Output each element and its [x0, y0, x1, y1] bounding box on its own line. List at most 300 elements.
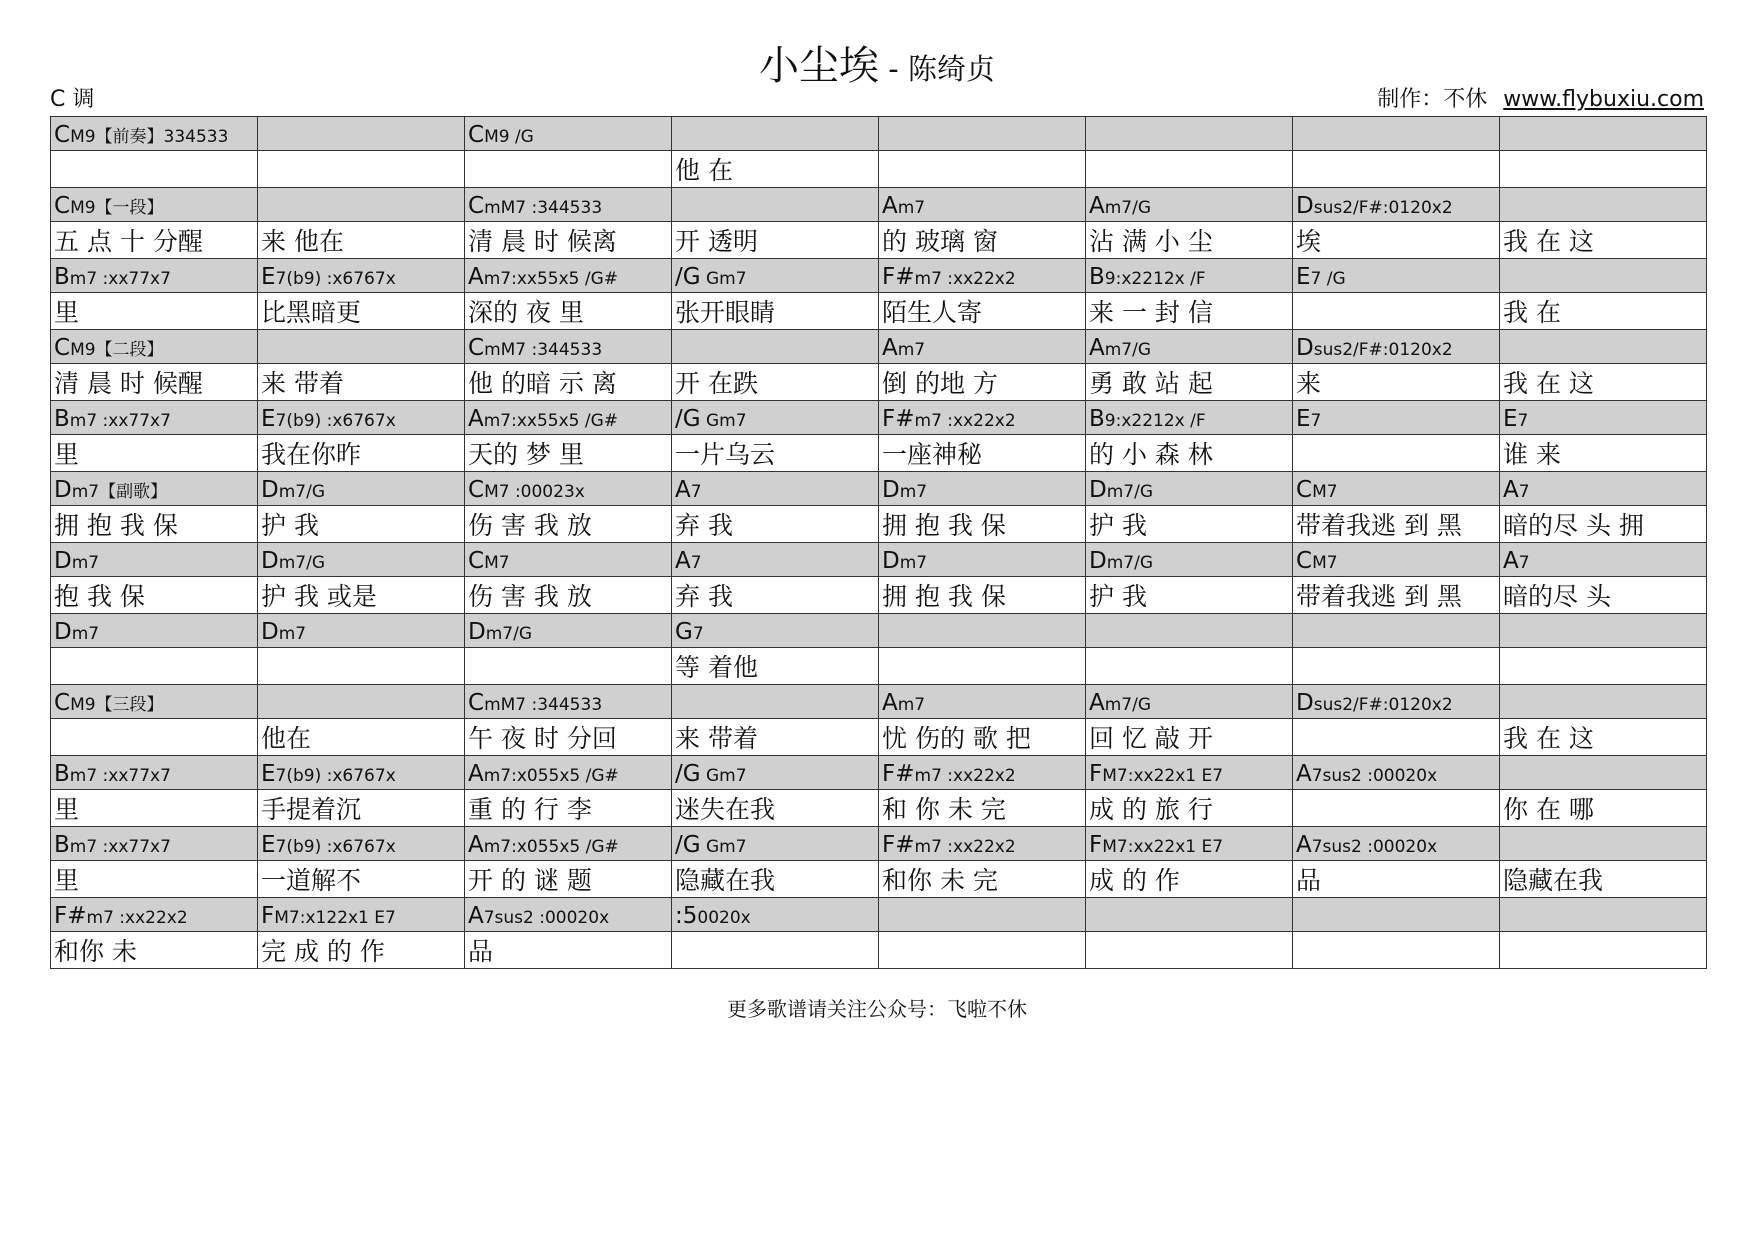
- lyric-cell: [879, 577, 1086, 614]
- lyric-cell: [1293, 435, 1500, 472]
- lyric-cell: [879, 364, 1086, 401]
- lyric-text: 等 着他: [675, 653, 758, 682]
- lyric-text: 手提着沉: [261, 795, 362, 824]
- chord-text: :50020x: [675, 903, 751, 929]
- lyric-cell: [258, 790, 465, 827]
- lyric-cell: [1086, 932, 1293, 969]
- chord-text: /G Gm7: [675, 761, 747, 787]
- lyric-cell: [1500, 932, 1707, 969]
- lyric-cell: [465, 648, 672, 685]
- chord-text: A7: [1503, 548, 1530, 574]
- lyric-text: 他 的暗 示 离: [468, 369, 617, 398]
- lyric-cell: [51, 151, 258, 188]
- chord-cell: [465, 330, 672, 364]
- chord-text: Dm7: [54, 548, 100, 574]
- chord-cell: [1086, 756, 1293, 790]
- lyric-cell: [1086, 435, 1293, 472]
- chord-text: CM9【三段】: [54, 690, 164, 716]
- lyric-text: 的 玻璃 窗: [882, 227, 998, 256]
- chord-cell: [672, 117, 879, 151]
- lyric-text: 张开眼睛: [675, 298, 776, 327]
- chord-cell: [1500, 685, 1707, 719]
- lyric-text: 埃: [1296, 227, 1322, 256]
- chord-row: [51, 614, 1707, 648]
- lyric-cell: [879, 293, 1086, 330]
- chord-text: Bm7 :xx77x7: [54, 406, 171, 432]
- lyric-cell: [258, 435, 465, 472]
- lyric-text: 他 在: [675, 156, 733, 185]
- artist-name: 陈绮贞: [907, 52, 995, 86]
- chord-text: CM9【前奏】334533: [54, 122, 229, 148]
- chord-row: [51, 543, 1707, 577]
- lyric-cell: [672, 151, 879, 188]
- chord-text: Am7/G: [1089, 193, 1152, 219]
- chord-text: CM9【一段】: [54, 193, 164, 219]
- lyric-cell: [1293, 932, 1500, 969]
- chord-cell: [879, 188, 1086, 222]
- lyric-row: [51, 719, 1707, 756]
- chord-text: Dm7: [882, 477, 928, 503]
- lyric-cell: [1293, 506, 1500, 543]
- lyric-cell: [1293, 790, 1500, 827]
- lyric-row: [51, 151, 1707, 188]
- chord-text: E7(b9) :x6767x: [261, 264, 396, 290]
- chord-cell: [1293, 259, 1500, 293]
- lyric-cell: [465, 364, 672, 401]
- chord-cell: [51, 756, 258, 790]
- chord-cell: [1500, 259, 1707, 293]
- website-link[interactable]: www.flybuxiu.com: [1503, 87, 1704, 112]
- lyric-cell: [51, 506, 258, 543]
- lyric-text: 天的 梦 里: [468, 440, 584, 469]
- chord-text: FM7:xx22x1 E7: [1089, 761, 1224, 787]
- chord-cell: [1086, 259, 1293, 293]
- lyric-text: 我 在 这: [1503, 369, 1594, 398]
- chord-cell: [879, 259, 1086, 293]
- chord-cell: [1293, 543, 1500, 577]
- chord-cell: [258, 898, 465, 932]
- chord-cell: [672, 756, 879, 790]
- lyric-text: 里: [54, 866, 80, 895]
- chord-text: A7: [1503, 477, 1530, 503]
- chord-text: Am7/G: [1089, 690, 1152, 716]
- chord-cell: [1086, 330, 1293, 364]
- chord-text: Am7:xx55x5 /G#: [468, 406, 619, 432]
- chord-text: G7: [675, 619, 704, 645]
- footer-note: 更多歌谱请关注公众号：飞啦不休: [727, 997, 1027, 1021]
- lyric-cell: [258, 151, 465, 188]
- lyric-text: 伤 害 我 放: [468, 582, 592, 611]
- lyric-cell: [879, 932, 1086, 969]
- chord-row: [51, 685, 1707, 719]
- chord-row: [51, 827, 1707, 861]
- lyric-text: 暗的尽 头 拥: [1503, 511, 1644, 540]
- lyric-text: 暗的尽 头: [1503, 582, 1611, 611]
- chord-cell: [51, 330, 258, 364]
- lyric-text: 成 的 旅 行: [1089, 795, 1213, 824]
- lyric-row: [51, 861, 1707, 898]
- lyric-text: 倒 的地 方: [882, 369, 998, 398]
- chord-cell: [258, 685, 465, 719]
- chord-cell: [465, 898, 672, 932]
- lyric-text: 里: [54, 440, 80, 469]
- chord-text: Dm7: [261, 619, 307, 645]
- chord-cell: [1293, 117, 1500, 151]
- lyric-cell: [1500, 151, 1707, 188]
- chord-text: Bm7 :xx77x7: [54, 761, 171, 787]
- chord-text: F#m7 :xx22x2: [882, 264, 1016, 290]
- chord-text: /G Gm7: [675, 832, 747, 858]
- lyric-cell: [1500, 222, 1707, 259]
- chord-cell: [672, 827, 879, 861]
- chord-cell: [1500, 543, 1707, 577]
- lyric-cell: [879, 719, 1086, 756]
- lyric-cell: [465, 435, 672, 472]
- lyric-cell: [1086, 648, 1293, 685]
- chord-cell: [465, 188, 672, 222]
- chord-cell: [51, 472, 258, 506]
- lyric-cell: [1086, 222, 1293, 259]
- chord-cell: [51, 188, 258, 222]
- chord-cell: [879, 472, 1086, 506]
- credit-line: [1377, 82, 1704, 113]
- chord-cell: [1293, 827, 1500, 861]
- chord-cell: [1293, 472, 1500, 506]
- chord-text: Dm7/G: [1089, 548, 1153, 574]
- lyric-cell: [465, 151, 672, 188]
- lyric-text: 伤 害 我 放: [468, 511, 592, 540]
- chord-text: CM7: [1296, 477, 1338, 503]
- lyric-text: 我在你昨: [261, 440, 362, 469]
- lyric-cell: [879, 861, 1086, 898]
- lyric-text: 谁 来: [1503, 440, 1561, 469]
- chord-cell: [465, 685, 672, 719]
- lyric-cell: [1086, 364, 1293, 401]
- lyric-text: 来 他在: [261, 227, 344, 256]
- chord-cell: [879, 756, 1086, 790]
- chord-cell: [1086, 685, 1293, 719]
- lyric-text: 隐藏在我: [1503, 866, 1604, 895]
- chord-cell: [1500, 827, 1707, 861]
- lyric-cell: [879, 790, 1086, 827]
- chord-cell: [1500, 898, 1707, 932]
- chord-cell: [1293, 756, 1500, 790]
- lyric-text: 我 在 这: [1503, 227, 1594, 256]
- lyric-cell: [879, 435, 1086, 472]
- lyric-cell: [672, 506, 879, 543]
- chord-cell: [1086, 827, 1293, 861]
- lyric-cell: [672, 932, 879, 969]
- lyric-cell: [465, 719, 672, 756]
- credit-author: 制作：不休: [1377, 87, 1488, 112]
- chord-cell: [258, 188, 465, 222]
- lyric-cell: [1086, 577, 1293, 614]
- lyric-cell: [258, 719, 465, 756]
- lyric-text: 勇 敢 站 起: [1089, 369, 1213, 398]
- chord-cell: [1086, 614, 1293, 648]
- chord-text: CmM7 :344533: [468, 193, 603, 219]
- lyric-text: 一座神秘: [882, 440, 983, 469]
- chord-cell: [672, 685, 879, 719]
- lyric-cell: [672, 790, 879, 827]
- chord-cell: [258, 401, 465, 435]
- lyric-text: 弃 我: [675, 511, 733, 540]
- lyric-cell: [465, 861, 672, 898]
- lyric-cell: [1293, 648, 1500, 685]
- lyric-row: [51, 932, 1707, 969]
- chord-text: CM9 /G: [468, 122, 534, 148]
- lyric-cell: [672, 719, 879, 756]
- chord-cell: [465, 614, 672, 648]
- lyric-cell: [1500, 506, 1707, 543]
- lyric-text: 开 在跌: [675, 369, 758, 398]
- lyric-cell: [1086, 293, 1293, 330]
- lyric-cell: [465, 506, 672, 543]
- chord-text: E7: [1503, 406, 1529, 432]
- chord-cell: [51, 827, 258, 861]
- chord-cell: [672, 401, 879, 435]
- chord-cell: [672, 259, 879, 293]
- lyric-text: 来 一 封 信: [1089, 298, 1213, 327]
- chord-cell: [465, 756, 672, 790]
- title-separator: -: [879, 52, 908, 86]
- chord-cell: [465, 401, 672, 435]
- lyric-text: 护 我: [1089, 582, 1147, 611]
- chord-text: CM7 :00023x: [468, 477, 585, 503]
- lyric-cell: [51, 861, 258, 898]
- lyric-cell: [51, 435, 258, 472]
- chord-cell: [1500, 330, 1707, 364]
- chord-text: E7(b9) :x6767x: [261, 761, 396, 787]
- lyric-cell: [879, 222, 1086, 259]
- chord-cell: [465, 117, 672, 151]
- chord-cell: [51, 898, 258, 932]
- lyric-text: 迷失在我: [675, 795, 776, 824]
- lyric-cell: [1500, 435, 1707, 472]
- key-label: C 调: [50, 87, 95, 112]
- lyric-cell: [258, 577, 465, 614]
- lyric-cell: [1500, 861, 1707, 898]
- lyric-cell: [1293, 719, 1500, 756]
- lyric-cell: [465, 293, 672, 330]
- lyric-text: 来 带着: [261, 369, 344, 398]
- chord-cell: [465, 259, 672, 293]
- lyric-text: 深的 夜 里: [468, 298, 584, 327]
- lyric-text: 我 在 这: [1503, 724, 1594, 753]
- chord-row: [51, 756, 1707, 790]
- chord-cell: [879, 117, 1086, 151]
- lyric-text: 成 的 作: [1089, 866, 1180, 895]
- chord-cell: [1293, 685, 1500, 719]
- lyric-cell: [51, 222, 258, 259]
- lyric-row: [51, 577, 1707, 614]
- chord-cell: [1293, 614, 1500, 648]
- lyric-cell: [258, 222, 465, 259]
- lyric-text: 拥 抱 我 保: [882, 582, 1006, 611]
- chord-text: Am7: [882, 335, 926, 361]
- chord-cell: [258, 117, 465, 151]
- chord-sheet-table: [50, 116, 1707, 969]
- lyric-cell: [51, 364, 258, 401]
- lyric-cell: [51, 719, 258, 756]
- chord-text: Dm7/G: [468, 619, 532, 645]
- song-name: 小尘埃: [759, 43, 880, 89]
- lyric-cell: [1293, 222, 1500, 259]
- lyric-row: [51, 435, 1707, 472]
- chord-cell: [1086, 898, 1293, 932]
- lyric-row: [51, 364, 1707, 401]
- lyric-cell: [672, 861, 879, 898]
- chord-text: A7sus2 :00020x: [1296, 761, 1438, 787]
- lyric-text: 午 夜 时 分回: [468, 724, 617, 753]
- chord-text: F#m7 :xx22x2: [882, 406, 1016, 432]
- chord-text: Am7:xx55x5 /G#: [468, 264, 619, 290]
- lyric-cell: [1293, 861, 1500, 898]
- lyric-text: 拥 抱 我 保: [882, 511, 1006, 540]
- lyric-cell: [258, 861, 465, 898]
- lyric-cell: [672, 364, 879, 401]
- lyric-text: 陌生人寄: [882, 298, 983, 327]
- chord-cell: [1086, 472, 1293, 506]
- lyric-cell: [1500, 648, 1707, 685]
- chord-text: F#m7 :xx22x2: [882, 761, 1016, 787]
- lyric-cell: [465, 790, 672, 827]
- lyric-text: 抱 我 保: [54, 582, 145, 611]
- chord-text: CM7: [468, 548, 510, 574]
- lyric-cell: [51, 932, 258, 969]
- chord-cell: [258, 259, 465, 293]
- lyric-cell: [879, 151, 1086, 188]
- lyric-cell: [1293, 293, 1500, 330]
- chord-text: /G Gm7: [675, 264, 747, 290]
- lyric-text: 和你 未 完: [882, 866, 998, 895]
- lyric-text: 和你 未: [54, 937, 137, 966]
- chord-cell: [1086, 117, 1293, 151]
- lyric-cell: [1500, 293, 1707, 330]
- chord-text: FM7:x122x1 E7: [261, 903, 396, 929]
- chord-row: [51, 330, 1707, 364]
- lyric-cell: [258, 364, 465, 401]
- chord-cell: [1293, 330, 1500, 364]
- lyric-text: 一道解不: [261, 866, 362, 895]
- chord-text: E7 /G: [1296, 264, 1346, 290]
- chord-cell: [672, 472, 879, 506]
- chord-text: CmM7 :344533: [468, 335, 603, 361]
- lyric-text: 弃 我: [675, 582, 733, 611]
- lyric-cell: [1086, 861, 1293, 898]
- chord-cell: [1500, 117, 1707, 151]
- chord-text: E7: [1296, 406, 1322, 432]
- chord-cell: [672, 330, 879, 364]
- chord-cell: [258, 756, 465, 790]
- lyric-text: 我 在: [1503, 298, 1561, 327]
- chord-cell: [879, 543, 1086, 577]
- lyric-cell: [465, 932, 672, 969]
- chord-row: [51, 472, 1707, 506]
- chord-text: Dsus2/F#:0120x2: [1296, 690, 1453, 716]
- chord-text: Dm7/G: [261, 548, 325, 574]
- chord-cell: [879, 898, 1086, 932]
- lyric-text: 拥 抱 我 保: [54, 511, 178, 540]
- chord-cell: [51, 259, 258, 293]
- lyric-cell: [672, 222, 879, 259]
- chord-cell: [672, 898, 879, 932]
- chord-cell: [1293, 898, 1500, 932]
- lyric-text: 你 在 哪: [1503, 795, 1594, 824]
- chord-text: Dm7/G: [1089, 477, 1153, 503]
- chord-cell: [672, 614, 879, 648]
- chord-cell: [51, 685, 258, 719]
- lyric-text: 他在: [261, 724, 312, 753]
- chord-cell: [879, 401, 1086, 435]
- chord-text: Am7:x055x5 /G#: [468, 761, 619, 787]
- chord-cell: [1086, 188, 1293, 222]
- chord-text: Am7: [882, 690, 926, 716]
- lyric-text: 忧 伤的 歌 把: [882, 724, 1031, 753]
- chord-text: Am7/G: [1089, 335, 1152, 361]
- chord-cell: [51, 614, 258, 648]
- lyric-text: 和 你 未 完: [882, 795, 1006, 824]
- chord-cell: [1500, 188, 1707, 222]
- chord-text: E7(b9) :x6767x: [261, 406, 396, 432]
- lyric-cell: [465, 222, 672, 259]
- chord-text: Dm7【副歌】: [54, 477, 168, 503]
- chord-cell: [51, 117, 258, 151]
- lyric-cell: [1086, 790, 1293, 827]
- lyric-text: 带着我逃 到 黑: [1296, 511, 1462, 540]
- lyric-text: 重 的 行 李: [468, 795, 592, 824]
- chord-text: Dm7: [882, 548, 928, 574]
- chord-text: F#m7 :xx22x2: [54, 903, 188, 929]
- chord-row: [51, 401, 1707, 435]
- lyric-cell: [51, 648, 258, 685]
- chord-text: Dsus2/F#:0120x2: [1296, 193, 1453, 219]
- chord-text: Bm7 :xx77x7: [54, 832, 171, 858]
- lyric-row: [51, 648, 1707, 685]
- lyric-cell: [672, 293, 879, 330]
- lyric-text: 沾 满 小 尘: [1089, 227, 1213, 256]
- lyric-cell: [51, 577, 258, 614]
- chord-cell: [258, 543, 465, 577]
- chord-text: B9:x2212x /F: [1089, 264, 1206, 290]
- lyric-cell: [51, 790, 258, 827]
- lyric-text: 护 我: [261, 511, 319, 540]
- lyric-cell: [672, 577, 879, 614]
- chord-cell: [51, 543, 258, 577]
- lyric-cell: [1500, 790, 1707, 827]
- lyric-text: 完 成 的 作: [261, 937, 385, 966]
- chord-cell: [1500, 401, 1707, 435]
- lyric-text: 清 晨 时 候离: [468, 227, 617, 256]
- chord-cell: [51, 401, 258, 435]
- lyric-row: [51, 506, 1707, 543]
- chord-cell: [1086, 543, 1293, 577]
- lyric-cell: [1086, 719, 1293, 756]
- lyric-cell: [465, 577, 672, 614]
- lyric-cell: [258, 293, 465, 330]
- lyric-text: 清 晨 时 候醒: [54, 369, 203, 398]
- lyric-text: 护 我 或是: [261, 582, 377, 611]
- lyric-text: 开 的 谜 题: [468, 866, 592, 895]
- chord-text: A7: [675, 548, 702, 574]
- lyric-cell: [1500, 577, 1707, 614]
- chord-text: Bm7 :xx77x7: [54, 264, 171, 290]
- chord-cell: [879, 614, 1086, 648]
- chord-cell: [879, 330, 1086, 364]
- lyric-row: [51, 790, 1707, 827]
- lyric-cell: [1293, 364, 1500, 401]
- chord-cell: [1500, 614, 1707, 648]
